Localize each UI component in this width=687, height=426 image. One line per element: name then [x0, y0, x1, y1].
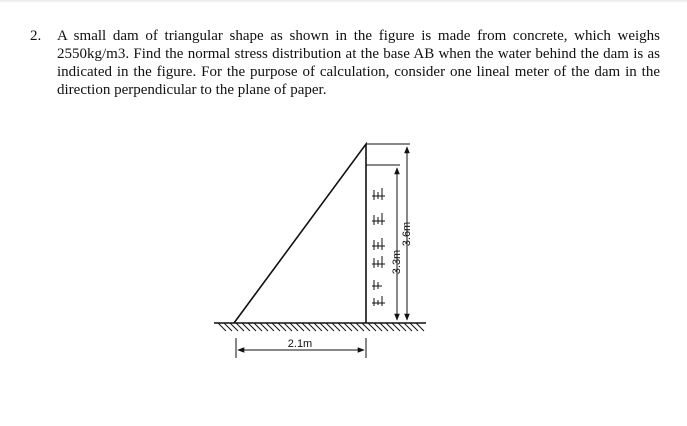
problem-text: A small dam of triangular shape as shown in the figure is made from concrete, which weighs 2550kg/m3. Find the normal stress distribution at the base AB when the water behind the dam is as indicated in the figure. For the purpose of calculation, consider one lineal meter of the dam in the direction perpendicular to the plane of paper.: [57, 28, 660, 98]
dam-diagram: [200, 130, 440, 370]
water-marks: [372, 188, 385, 306]
problem-number: 2.: [30, 28, 42, 44]
dam-outline: [234, 144, 366, 323]
dam-figure: [200, 130, 440, 370]
base-width-label: 2.1m: [287, 338, 313, 350]
top-divider: [0, 0, 687, 3]
problem-statement: [30, 27, 660, 99]
water-depth-label: 3.3m: [391, 249, 403, 275]
ground-hatching: [218, 323, 424, 331]
dam-height-label: 3.6m: [401, 221, 413, 247]
